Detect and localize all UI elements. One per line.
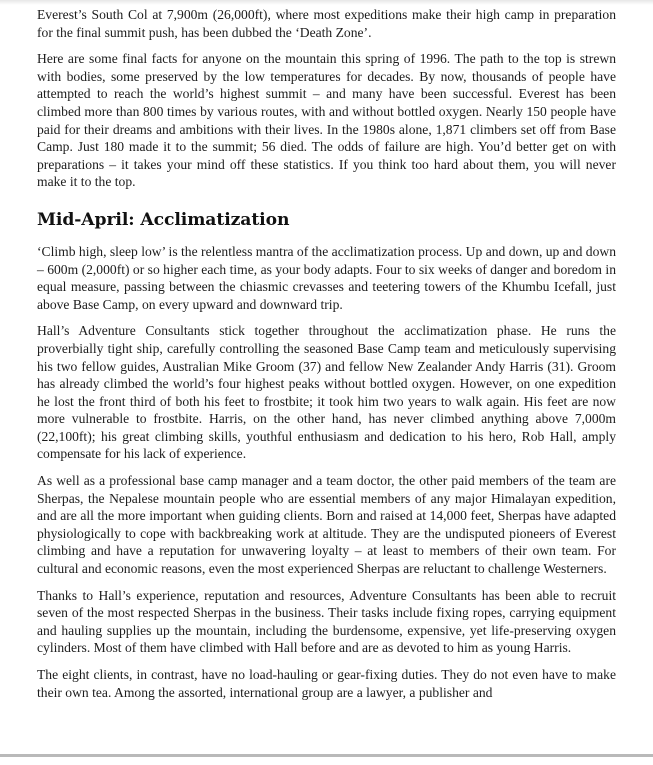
paragraph-sherpas: As well as a professional base camp manager and a team doctor, the other paid members of the team are Sherpas, the Nepalese mountain people who are essential members of any major Himalayan expedition, and are all the more important when guiding clients. Born and raised at 14,000 feet, Sherpas have adapted physiologically to cope with backbreaking work at altitude. They are the undisputed pioneers of Everest climbing and have a reputation for unwavering loyalty – at least to members of their own team. For cultural and economic reasons, even the most experienced Sherpas are reluctant to challenge Westerners. [37, 473, 616, 577]
page-top-edge [0, 0, 653, 5]
heading-mid-april-acclimatization: Mid-April: Acclimatization [37, 209, 290, 230]
page-bottom-edge [0, 757, 653, 765]
paragraph-death-zone: Everest’s South Col at 7,900m (26,000ft), where most expeditions make their high camp in preparation for the final summit push, has been dubbed the ‘Death Zone’. [37, 7, 616, 40]
paragraph-recruiting-sherpas: Thanks to Hall’s experience, reputation and resources, Adventure Consultants has been able to recruit seven of the most respected Sherpas in the business. Their tasks include fixing ropes, carrying equipment and hauling supplies up the mountain, including the burdensome, expensive, yet life-preserving oxygen cylinders. Most of them have climbed with Hall before and are as devoted to him as young Harris. [37, 587, 616, 656]
page-text-column [37, 6, 616, 709]
paragraph-climb-high-sleep-low: ‘Climb high, sleep low’ is the relentless mantra of the acclimatization process. Up and down, up and down – 600m (2,000ft) or so higher each time, as your body adapts. Four to six weeks of danger and boredom in equal measure, passing between the chiasmic crevasses and teetering towers of the Khumbu Icefall, just above Base Camp, on every upward and downward trip. [37, 243, 616, 312]
paragraph-adventure-consultants-guides: Hall’s Adventure Consultants stick together throughout the acclimatization phase. He runs the proverbially tight ship, carefully controlling the seasoned Base Camp team and meticulously supervising his two fellow guides, Australian Mike Groom (37) and fellow New Zealander Andy Harris (31). Groom has already climbed the world’s four highest peaks without bottled oxygen. However, on one expedition he lost the front third of both his feet to frostbite; it took him two years to walk again. His feet are now more vulnerable to frostbite. Harris, on the other hand, has never climbed anything above 7,000m (22,100ft); his great climbing skills, youthful enthusiasm and dedication to his hero, Rob Hall, amply compensate for his lack of experience. [37, 323, 616, 462]
paragraph-eight-clients: The eight clients, in contrast, have no load-hauling or gear-fixing duties. They do not even have to make their own tea. Among the assorted, international group are a lawyer, a publisher and [37, 667, 616, 700]
paragraph-final-facts: Here are some final facts for anyone on the mountain this spring of 1996. The path to the top is strewn with bodies, some preserved by the low temperatures for decades. By now, thousands of people have attempted to reach the world’s highest summit – and many have been successful. Everest has been climbed more than 800 times by various routes, with and without bottled oxygen. Nearly 150 people have paid for their dreams and ambitions with their lives. In the 1980s alone, 1,871 climbers set off from Base Camp. Just 180 made it to the summit; 56 died. The odds of failure are high. You’d better get on with preparations – it takes your mind off these statistics. If you think too hard about them, you will never make it to the top. [37, 51, 616, 190]
